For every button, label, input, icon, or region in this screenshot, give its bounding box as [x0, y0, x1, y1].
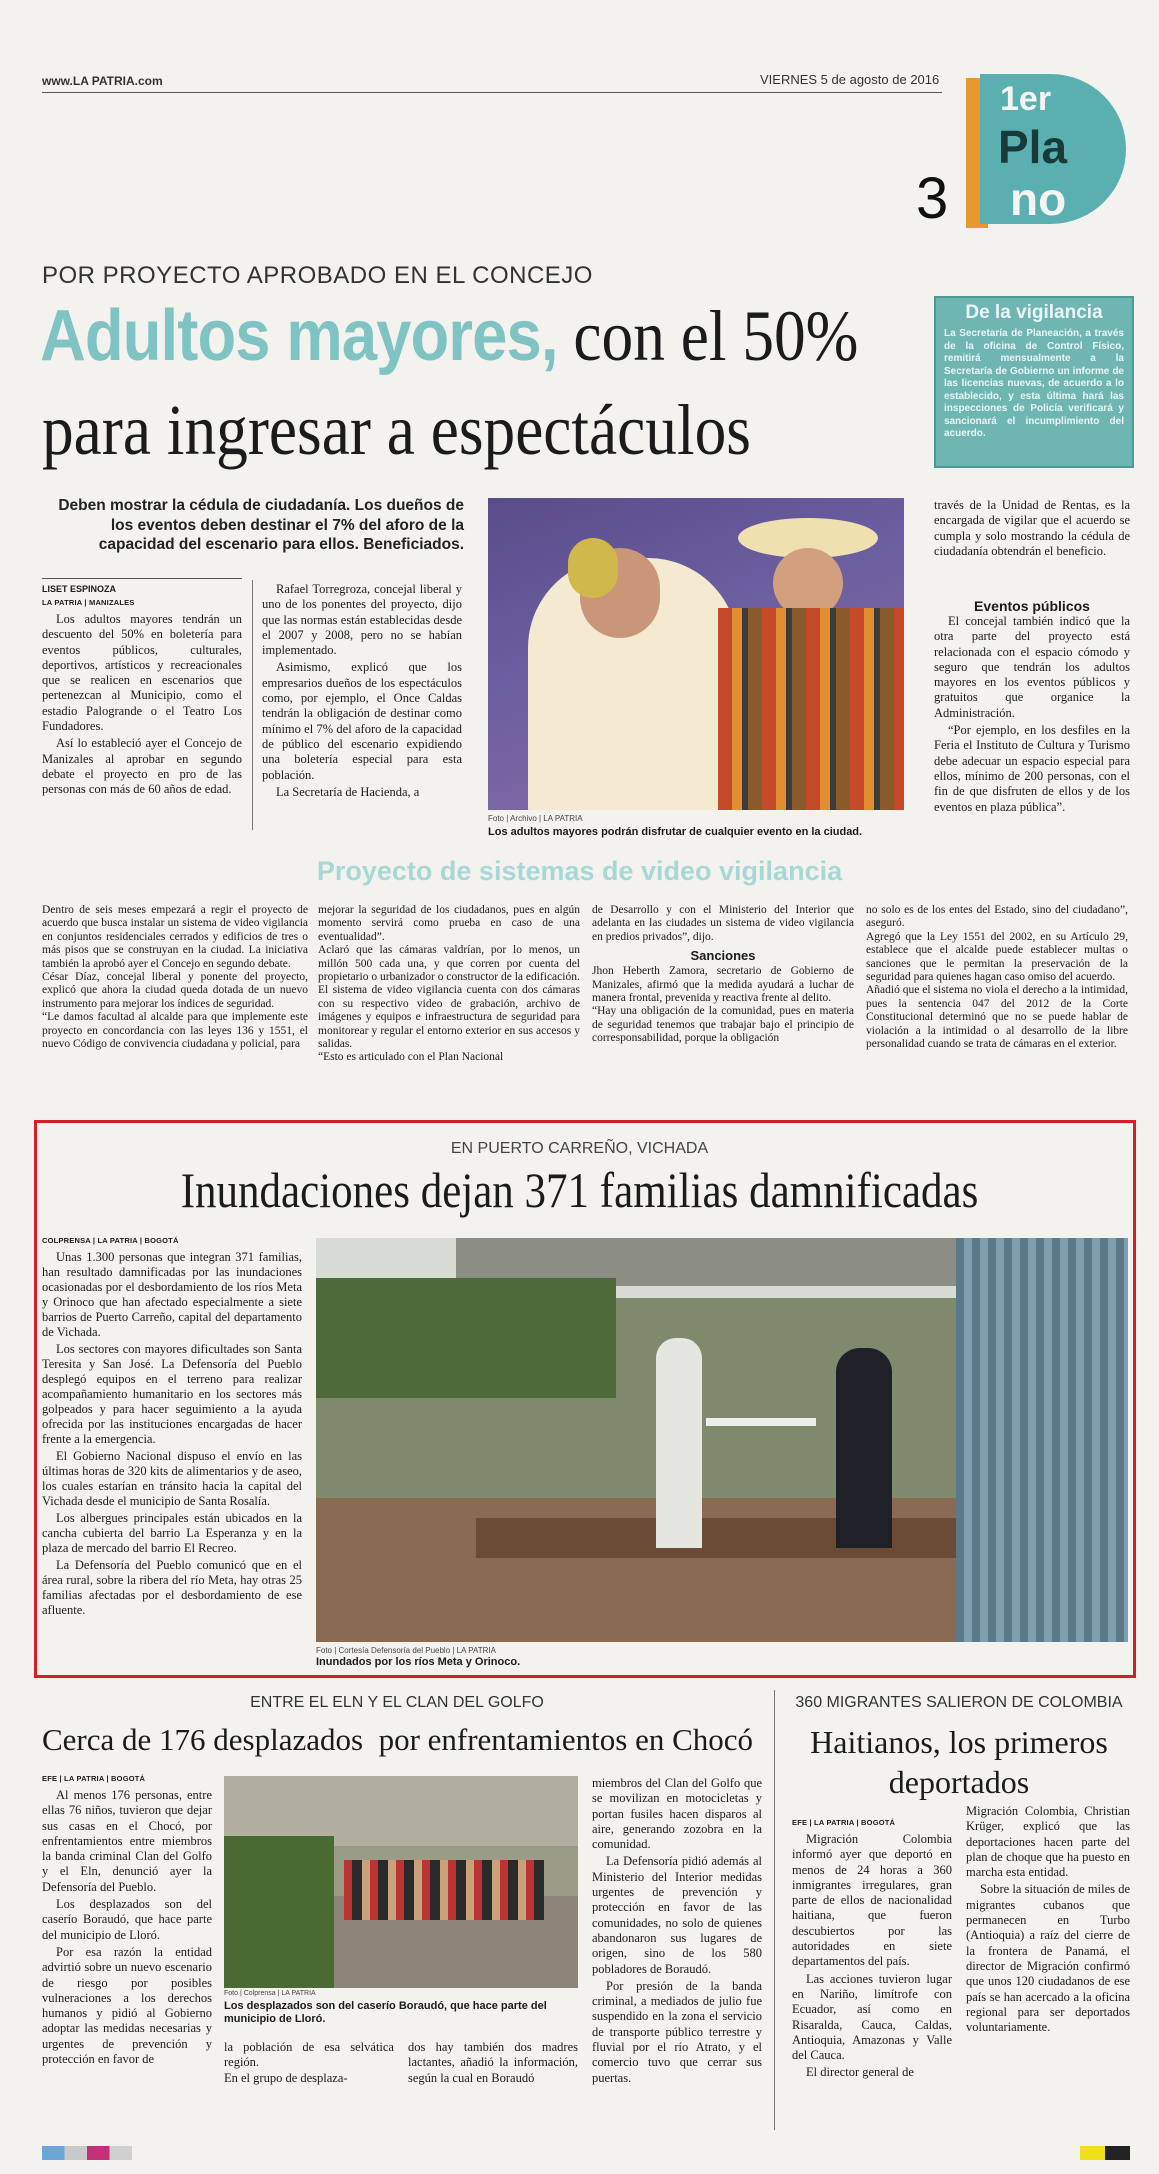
choco-col4	[592, 1776, 762, 2088]
main-col3-p1: El concejal también indicó que la otra parte del proyecto está relacionada con el espacio cómodo y seguro que tendrán los adultos mayores en los eventos públicos y gratuitos que organice la Administración.	[934, 614, 1130, 720]
video-col3-a: de Desarrollo y con el Ministerio del Interior que adelanta en las ciudades un sistema de video vigilancia en predios privados”, dijo.	[592, 904, 854, 943]
haiti-col2-p1: Migración Colombia, Christian Krüger, explicó que las deportaciones hacen parte del plan de choque que ha puesto en marcha esta entidad.	[966, 1804, 1130, 1880]
flood-man-2	[836, 1348, 892, 1548]
main-headline	[40, 296, 859, 376]
main-col3	[934, 614, 1130, 817]
main-col2-p3: La Secretaría de Hacienda, a	[276, 784, 420, 799]
haiti-col2	[966, 1804, 1130, 2037]
choco-col1	[42, 1788, 212, 2069]
video-headline: Proyecto de sistemas de video vigilancia	[316, 856, 843, 886]
main-byline: LISET ESPINOZA	[42, 584, 117, 594]
flood-p3: El Gobierno Nacional dispuso el envío en las últimas horas de 320 kits de alimentarios y de aseo, los cuales estarían en tránsito hacia la capital del Vichada desde el municipio de Santa Rosalía.	[42, 1449, 302, 1508]
choco-col1-p2: Los desplazados son del caserío Boraudó, que hace parte del municipio de Lloró.	[42, 1897, 212, 1942]
main-photo	[488, 498, 904, 810]
main-col1-p2: Así lo estableció ayer el Concejo de Manizales al aprobar en segundo debate el proyecto en pro de las personas con más de 60 años de edad.	[42, 736, 242, 797]
byline-rule-top	[42, 578, 242, 579]
flood-p1: Unas 1.300 personas que integran 371 familias, han resultado damnificadas por las inundaciones ocasionadas por el desbordamiento de los ríos Meta y Orinoco que han afectado especialmente a siete barrios de Puerto Carreño, capital del departamento de Vichada.	[42, 1250, 302, 1339]
flood-photo-credit: Foto | Cortesía Defensoría del Pueblo | LA PATRIA	[316, 1646, 496, 1655]
choco-col2-tail: la población de esa selvática región. En el grupo de desplaza-	[224, 2040, 394, 2085]
section-logo	[966, 74, 1126, 232]
choco-col1-p1: Al menos 176 personas, entre ellas 76 niños, tuvieron que dejar sus casas en el Chocó, por enfrentamientos entre miembros la banda criminal Clan del Golfo y el Eln, denunció ayer la Defensoría del Pueblo.	[42, 1788, 212, 1894]
page-number: 3	[916, 166, 949, 231]
flood-floor	[476, 1518, 996, 1558]
flood-byline: COLPRENSA | LA PATRIA | BOGOTÁ	[42, 1236, 179, 1245]
video-col4: no solo es de los entes del Estado, sino del ciudadano”, aseguró. Agregó que la Ley 1551 del 2002, en su Artículo 29, establece que el alcalde puede establecer multas o sanciones que le permitan la preservación de la seguridad para quienes hagan caso omiso del acuerdo. Añadió que el sistema no viola el derecho a la intimidad, pues la sentencia 047 del 2012 de la Corte Constitucional determinó que no se puede hablar de violación a la intimidad o al desarrollo de la libre personalidad cuando se trata de cámaras en el exterior.	[866, 904, 1128, 1051]
main-col3-p2: “Por ejemplo, en los desfiles en la Feria el Instituto de Cultura y Turismo debe adecuar un espacio especial para ellos, mínimo de 200 personas, con el fin de que disfruten de ellos y de los eventos en plaza pública”.	[934, 723, 1130, 814]
haiti-col2-p2: Sobre la situación de miles de migrantes cubanos que permanecen en Turbo (Antioquia) a raíz del cierre de la frontera de Panamá, el director de Migración confirmó que unos 120 ciudadanos de ese país se han acercado a la oficina regional para ser deportados voluntariamente.	[966, 1882, 1130, 2035]
choco-greenery	[224, 1836, 334, 1988]
sidebar-title: De la vigilancia	[965, 302, 1103, 323]
choco-headline: Cerca de 176 desplazados por enfrentamientos en Chocó	[42, 1722, 754, 1757]
flood-man-1	[656, 1338, 702, 1548]
video-col1: Dentro de seis meses empezará a regir el proyecto de acuerdo que busca instalar un sistema de video vigilancia en conjuntos residenciales cerrados y edificios de tres o más pisos que se construyan en la ciudad. La iniciativa también la aprobó ayer el Concejo en segundo debate. César Díaz, concejal liberal y ponente del proyecto, explicó que ahora la ciudad queda dotada de un nuevo instrumento para mejorar los índices de seguridad. “Le damos facultad al alcalde para que implemente este proyecto en concordancia con las leyes 136 y 1551, el nuevo Código de convivencia ciudadana y policial, para	[42, 904, 308, 1051]
flood-headline: Inundaciones dejan 371 familias damnificadas	[180, 1162, 979, 1218]
logo-text-1: 1er	[1000, 80, 1052, 118]
main-col3-subhead: Eventos públicos	[974, 598, 1090, 614]
main-col1	[42, 612, 242, 800]
flood-photo-caption: Inundados por los ríos Meta y Orinoco.	[316, 1656, 521, 1668]
main-col3-lead: través de la Unidad de Rentas, es la encargada de vigilar que el acuerdo se cumpla y solo mostrando la cédula de ciudadanía obtendrán el beneficio.	[934, 498, 1130, 558]
video-col3	[592, 904, 854, 1046]
haiti-byline: EFE | LA PATRIA | BOGOTÁ	[792, 1818, 896, 1827]
sidebar-text: La Secretaría de Planeación, a través de la oficina de Control Físico, remitirá mensualmente a la Secretaría de Gobierno un informe de las licencias nuevas, de acuerdo a lo establecido, y esta última hará las inspecciones de Policía verificará y sancionará el incumplimiento del acuerdo.	[944, 328, 1124, 439]
main-byline-sub: LA PATRIA | MANIZALES	[42, 598, 135, 607]
main-col1-p1: Los adultos mayores tendrán un descuento del 50% en boletería para eventos públicos, culturales, deportivos, artísticos y recreacionales que se realicen en escenarios que pertenezcan al Municipio, como el estadio Palogrande o el Teatro Los Fundadores.	[42, 612, 242, 734]
flood-p5: La Defensoría del Pueblo comunicó que en el área rural, sobre la ribera del río Meta, hay otras 25 familias afectadas por el desbordamiento de ese afluente.	[42, 1558, 302, 1617]
choco-crowd	[344, 1860, 544, 1920]
haiti-col1-p2: Las acciones tuvieron lugar en Nariño, limítrofe con Ecuador, así como en Risaralda, Cauca, Caldas, Antioquia, Amazonas y Valle del Cauca.	[792, 1971, 952, 2063]
story-divider	[774, 1690, 775, 2130]
choco-col4-p2: La Defensoría pidió además al Ministerio del Interior medidas urgentes de prevención y protección en favor de las comunidades, no solo de quienes abandonaron sus lugares de origen, sino de los 580 pobladores de Boraudó.	[592, 1854, 762, 1976]
headline-colored: Adultos mayores,	[40, 296, 558, 376]
main-kicker: POR PROYECTO APROBADO EN EL CONCEJO	[42, 262, 593, 289]
haiti-kicker: 360 MIGRANTES SALIERON DE COLOMBIA	[795, 1694, 1123, 1711]
haiti-col1	[792, 1832, 952, 2083]
logo-text-3: no	[1010, 173, 1067, 225]
registration-bar-right	[1080, 2146, 1130, 2160]
main-col2-p2: Asimismo, explicó que los empresarios dueños de los espectáculos como, por ejemplo, el Once Caldas tendrán la obligación de destinar como mínimo el 7% del aforo de la capacidad de público del escenario expidiendo una boletería especial para esta población.	[262, 660, 462, 782]
choco-photo-credit: Foto | Colprensa | LA PATRIA	[224, 1990, 316, 1997]
main-col2-p1: Rafael Torregroza, concejal liberal y uno de los ponentes del proyecto, dijo que las normas están establecidas desde el 2007 y 2008, pero no se habían implementado.	[262, 582, 462, 658]
main-deck: Deben mostrar la cédula de ciudadanía. Los dueños de los eventos deben destinar el 7% del aforo de la capacidad del escenario para ellos. Beneficiados.	[58, 497, 464, 553]
headline-rest-1: con el 50%	[573, 296, 859, 376]
flood-p4: Los albergues principales están ubicados en la cancha cubierta del barrio La Esperanza y en la plaza de mercado del barrio El Recreo.	[42, 1511, 302, 1555]
choco-photo	[224, 1776, 578, 1988]
photo-flowers	[568, 538, 618, 598]
sidebar-box	[934, 296, 1134, 468]
flood-p2: Los sectores con mayores dificultades son Santa Teresita y San José. La Defensoría del Pueblo desplegó equipos en el terreno para realizar acompañamiento humanitario en los sectores más golpeados y para hacer seguimiento a la ayuda ofrecida por las instituciones encargadas de hacer frente a la emergencia.	[42, 1342, 302, 1446]
flood-table	[706, 1418, 816, 1426]
main-headline-line2: para ingresar a espectáculos	[42, 390, 751, 470]
logo-text-2: Pla	[998, 121, 1068, 173]
choco-col3-tail: dos hay también dos madres lactantes, añadió la información, según la cual en Boraudó	[408, 2040, 578, 2085]
choco-col1-p3: Por esa razón la entidad advirtió sobre un nuevo escenario de riesgo por posibles vulneraciones a los derechos humanos y pidió al Gobierno adoptar las medidas necesarias y urgentes de prevención y protección en favor de	[42, 1944, 212, 2067]
choco-kicker: ENTRE EL ELN Y EL CLAN DEL GOLFO	[250, 1694, 544, 1711]
choco-byline: EFE | LA PATRIA | BOGOTÁ	[42, 1774, 146, 1783]
header-rule	[42, 92, 942, 93]
haiti-headline: Haitianos, los primeros deportados	[810, 1724, 1108, 1800]
flood-wall	[956, 1238, 1128, 1642]
flood-photo	[316, 1238, 1128, 1642]
flood-kicker: EN PUERTO CARREÑO, VICHADA	[450, 1140, 709, 1157]
col-divider	[252, 580, 253, 830]
video-col3-b: Jhon Heberth Zamora, secretario de Gobierno de Manizales, afirmó que la medida ayudará a luchar de manera frontal, prevenida y reactiva frente al delito. “Hay una obligación de la comunidad, pues en materia de seguridad tenemos que trabajar bajo el principio de corresponsabilidad, porque la obligación	[592, 965, 854, 1045]
flood-trees	[316, 1278, 616, 1398]
choco-col4-p3: Por presión de la banda criminal, a mediados de julio fue suspendido en la zona el servicio de transporte público terrestre y fluvial por el río Atrato, y el comercio tuvo que cerrar sus puertas.	[592, 1978, 762, 2085]
flood-text	[42, 1250, 302, 1620]
issue-date: VIERNES 5 de agosto de 2016	[760, 72, 940, 87]
registration-bar-left	[42, 2146, 132, 2160]
haiti-col1-p1: Migración Colombia informó ayer que deportó en menos de 24 horas a 360 inmigrantes irregulares, gran parte de ellos de nacionalidad haitiana, que fueron descubiertos por las autoridades en siete departamentos del país.	[792, 1832, 952, 1969]
haiti-col1-p3: El director general de	[806, 2065, 914, 2080]
video-col3-subhead: Sanciones	[690, 948, 756, 964]
choco-col4-p1: miembros del Clan del Golfo que se movilizan en motocicletas y portan fusiles hacen disparos al aire, generando zozobra en la comunidad.	[592, 1776, 762, 1852]
photo-poncho	[718, 608, 904, 810]
site-url[interactable]: www.LA PATRIA.com	[42, 74, 163, 88]
main-col2	[262, 582, 462, 802]
video-col2: mejorar la seguridad de los ciudadanos, pues en algún momento servirá como prueba en caso de una eventualidad”. Aclaró que las cámaras valdrían, por lo menos, un millón 500 cada una, y que corren por cuenta del propietario o urbanizador o constructor de la edificación. El sistema de video vigilancia cuenta con dos cámaras con su respectivo video de grabación, archivo de imágenes y equipos e infraestructura de seguridad para monitorear y regular el entorno exterior en sus accesos y salidas. “Esto es articulado con el Plan Nacional	[318, 904, 580, 1064]
choco-photo-caption: Los desplazados son del caserío Boraudó, que hace parte del municipio de Lloró.	[224, 2000, 547, 2025]
main-photo-credit: Foto | Archivo | LA PATRIA	[488, 814, 583, 823]
main-photo-caption: Los adultos mayores podrán disfrutar de cualquier evento en la ciudad.	[488, 826, 863, 838]
